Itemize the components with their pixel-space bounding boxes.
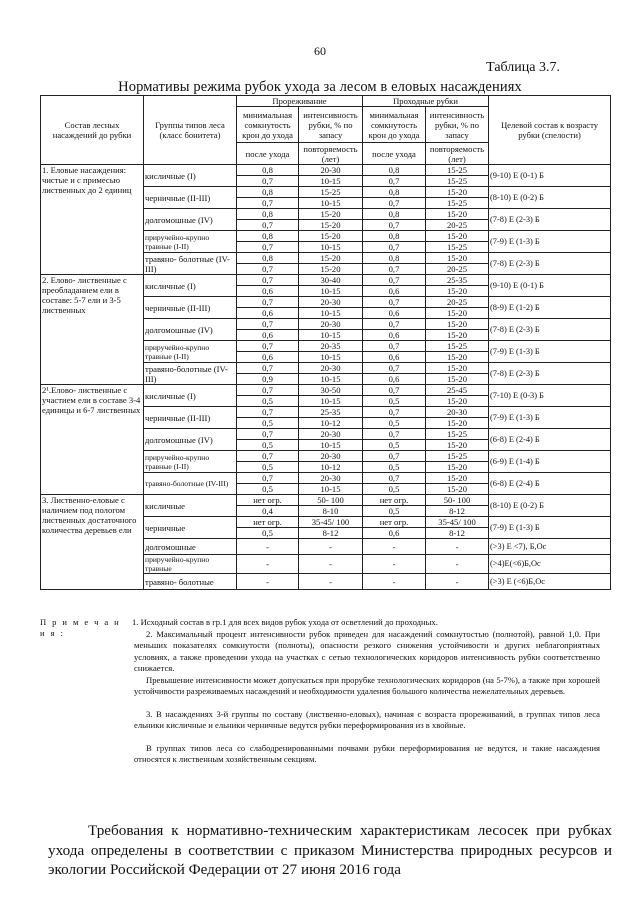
value-cell: 30-40 — [299, 275, 363, 286]
value-cell: 10-15 — [299, 308, 363, 319]
value-cell: 20-25 — [426, 297, 489, 308]
value-cell: 8-12 — [426, 528, 489, 539]
note-2: 2. Максимальный процент интенсивности рубок приведен для насаждений сомкнутостью (полнотой), равной 1,0. При меньших показателях сомкнутости (полноты), опасности резкого снижения устойчивости и других неблагоприятных условиях, а также проведении ухода на участках с сетью технологических коридоров интенсивность рубки соответственно снижается. — [134, 629, 600, 674]
target-composition: (7-9) Е (1-3) Б — [489, 341, 611, 363]
value-cell: 10-15 — [299, 198, 363, 209]
value-cell: 15-25 — [426, 198, 489, 209]
value-cell: 0,7 — [237, 264, 299, 275]
value-cell: 10-15 — [299, 242, 363, 253]
forest-type: черничные (II-III) — [144, 297, 237, 319]
value-cell: 0,5 — [237, 396, 299, 407]
value-cell: 0,5 — [363, 418, 426, 429]
forest-type: кисличные (I) — [144, 275, 237, 297]
value-cell: 0,7 — [237, 275, 299, 286]
value-cell: 0,7 — [363, 429, 426, 440]
value-cell: - — [426, 574, 489, 590]
value-cell: 15-25 — [426, 176, 489, 187]
value-cell: 25-35 — [426, 275, 489, 286]
forest-type: кисличные — [144, 495, 237, 517]
value-cell: 0,9 — [237, 374, 299, 385]
value-cell: 15-25 — [426, 165, 489, 176]
value-cell: 0,8 — [363, 231, 426, 242]
target-composition: (9-10) Е (0-1) Б — [489, 275, 611, 297]
forest-type: приручейно-крупно травные — [144, 555, 237, 574]
value-cell: 15-20 — [426, 253, 489, 264]
forest-type: приручейно-крупно травные (I-II) — [144, 451, 237, 473]
header-min-density: минимальная сомкнутость крон до ухода — [363, 107, 426, 143]
forest-type: долгомошные (IV) — [144, 319, 237, 341]
value-cell: 15-20 — [426, 396, 489, 407]
value-cell: 15-20 — [426, 440, 489, 451]
header-stand: Состав лесных насаждений до рубки — [41, 96, 144, 165]
value-cell: 30-50 — [299, 385, 363, 396]
table-row — [41, 165, 611, 176]
target-composition: (7-8) Е (2-3) Б — [489, 253, 611, 275]
value-cell: 20-25 — [426, 220, 489, 231]
value-cell: 10-15 — [299, 176, 363, 187]
forest-type: приручейно-крупно травные (I-II) — [144, 231, 237, 253]
value-cell: 15-20 — [299, 253, 363, 264]
value-cell: 10-15 — [299, 352, 363, 363]
value-cell: 0,7 — [363, 385, 426, 396]
value-cell: 15-25 — [299, 187, 363, 198]
header-min-density: минимальная сомкнутость крон до ухода — [237, 107, 299, 143]
header-after-care: после ухода — [237, 143, 299, 165]
table-row — [41, 495, 611, 506]
value-cell: - — [237, 539, 299, 555]
value-cell: 0,6 — [237, 286, 299, 297]
value-cell: нет огр. — [237, 495, 299, 506]
value-cell: 0,7 — [363, 473, 426, 484]
value-cell: 0,7 — [237, 319, 299, 330]
value-cell: 0,5 — [363, 462, 426, 473]
value-cell: 0,5 — [237, 440, 299, 451]
value-cell: 0,6 — [363, 374, 426, 385]
value-cell: 15-20 — [426, 209, 489, 220]
target-composition: (7-8) Е (2-3) Б — [489, 319, 611, 341]
table-title: Нормативы режима рубок ухода за лесом в еловых насаждениях — [118, 79, 522, 95]
note-3: 3. В насаждениях 3-й группы по составу (лиственно-еловых), начиная с возраста прореживаний, в группах типов леса ельники кисличные и ельники черничные ведутся рубки переформирования из в хвойные. — [134, 709, 600, 731]
table-label: Таблица 3.7. — [486, 60, 560, 75]
stand-group-name: 3. Лиственно-еловые с наличием под пологом лиственных достаточного количества деревьев ели — [41, 495, 144, 590]
forest-type: кисличные (I) — [144, 165, 237, 187]
target-composition: (6-8) Е (2-4) Б — [489, 473, 611, 495]
value-cell: 0,6 — [363, 308, 426, 319]
value-cell: 0,7 — [237, 242, 299, 253]
table-header — [41, 96, 611, 165]
value-cell: 0,7 — [363, 319, 426, 330]
value-cell: 0,7 — [363, 275, 426, 286]
value-cell: 0,8 — [363, 253, 426, 264]
forest-type: травяно-болотные (IV-III) — [144, 363, 237, 385]
target-composition: (>4)Е(<6)Б,Ос — [489, 555, 611, 574]
value-cell: нет огр. — [363, 517, 426, 528]
forest-type: черничные (II-III) — [144, 187, 237, 209]
value-cell: 0,5 — [363, 440, 426, 451]
value-cell: 0,6 — [237, 308, 299, 319]
header-passage: Проходные рубки — [363, 96, 489, 107]
value-cell: 10-15 — [299, 484, 363, 495]
value-cell: 0,7 — [237, 385, 299, 396]
value-cell: 0,6 — [363, 286, 426, 297]
value-cell: 0,7 — [237, 341, 299, 352]
target-composition: (>3) Е (<6)Б,Ос — [489, 574, 611, 590]
value-cell: - — [363, 555, 426, 574]
forest-type: кисличные (I) — [144, 385, 237, 407]
value-cell: 10-15 — [299, 286, 363, 297]
table-row — [41, 275, 611, 286]
value-cell: 15-20 — [426, 462, 489, 473]
stand-group-name: 1. Еловые насаждения: чистые и с примесью лиственных до 2 единиц — [41, 165, 144, 275]
target-composition: (6-9) Е (1-4) Б — [489, 451, 611, 473]
value-cell: 20-30 — [299, 165, 363, 176]
value-cell: 0,7 — [363, 407, 426, 418]
header-target: Целевой состав к возрасту рубки (спелости) — [489, 96, 611, 165]
value-cell: 15-20 — [299, 231, 363, 242]
value-cell: 15-20 — [426, 286, 489, 297]
header-repeat: повторяемость (лет) — [426, 143, 489, 165]
value-cell: 15-20 — [426, 231, 489, 242]
value-cell: 0,6 — [363, 352, 426, 363]
value-cell: 0,7 — [363, 220, 426, 231]
value-cell: 50- 100 — [299, 495, 363, 506]
value-cell: - — [426, 555, 489, 574]
value-cell: 20-30 — [299, 451, 363, 462]
forest-type: травяно- болотные — [144, 574, 237, 590]
forest-type: долгомошные (IV) — [144, 429, 237, 451]
value-cell: 15-25 — [426, 429, 489, 440]
value-cell: 20-30 — [299, 473, 363, 484]
value-cell: 15-25 — [426, 242, 489, 253]
note-1: 1. Исходный состав в гр.1 для всех видов рубок ухода от осветлений до проходных. — [132, 617, 438, 627]
value-cell: нет огр. — [363, 495, 426, 506]
value-cell: 15-20 — [426, 187, 489, 198]
value-cell: - — [299, 574, 363, 590]
target-composition: (8-10) Е (0-2) Б — [489, 187, 611, 209]
note-2b: Превышение интенсивности может допускаться при прорубке технологических коридоров (на 5-7%), а также при хорошей устойчивости разреживаемых насаждений и необходимости удаления большого количества нежелательных деревьев. — [134, 675, 600, 697]
header-group: Группы типов леса (класс бонитета) — [144, 96, 237, 165]
value-cell: 10-15 — [299, 396, 363, 407]
target-composition: (7-9) Е (1-3) Б — [489, 407, 611, 429]
value-cell: 15-20 — [426, 473, 489, 484]
value-cell: 20-30 — [299, 429, 363, 440]
value-cell: 20-30 — [299, 297, 363, 308]
value-cell: 0,6 — [363, 330, 426, 341]
table-body — [41, 165, 611, 590]
value-cell: 0,5 — [363, 396, 426, 407]
value-cell: 0,8 — [237, 187, 299, 198]
value-cell: - — [237, 555, 299, 574]
forest-type: долгомошные (IV) — [144, 209, 237, 231]
header-after-care: после ухода — [363, 143, 426, 165]
value-cell: 25-35 — [299, 407, 363, 418]
value-cell: 20-30 — [299, 319, 363, 330]
target-composition: (7-10) Е (0-3) Б — [489, 385, 611, 407]
value-cell: - — [299, 539, 363, 555]
value-cell: 0,7 — [363, 242, 426, 253]
value-cell: 0,8 — [363, 209, 426, 220]
target-composition: (6-8) Е (2-4) Б — [489, 429, 611, 451]
value-cell: 15-20 — [299, 264, 363, 275]
value-cell: 0,8 — [237, 231, 299, 242]
value-cell: 15-25 — [426, 451, 489, 462]
value-cell: - — [299, 555, 363, 574]
stand-group-name: 2¹.Елово- лиственные с участием ели в составе 3-4 единицы и 6-7 лиственных — [41, 385, 144, 495]
value-cell: 20-35 — [299, 341, 363, 352]
value-cell: 15-20 — [426, 319, 489, 330]
forest-type: черничные (II-III) — [144, 407, 237, 429]
value-cell: 0,8 — [237, 165, 299, 176]
norms-table — [40, 95, 611, 590]
value-cell: 0,7 — [237, 176, 299, 187]
page-number: 60 — [314, 44, 326, 58]
target-composition: (7-9) Е (1-3) Б — [489, 517, 611, 539]
value-cell: 0,7 — [363, 363, 426, 374]
value-cell: 25-45 — [426, 385, 489, 396]
value-cell: 15-20 — [426, 308, 489, 319]
value-cell: 15-20 — [426, 363, 489, 374]
value-cell: 15-20 — [426, 330, 489, 341]
value-cell: 15-20 — [299, 220, 363, 231]
value-cell: 8-12 — [299, 528, 363, 539]
value-cell: 0,7 — [237, 451, 299, 462]
value-cell: 0,7 — [237, 198, 299, 209]
value-cell: 20-30 — [299, 363, 363, 374]
value-cell: 0,5 — [237, 418, 299, 429]
value-cell: 35-45/ 100 — [299, 517, 363, 528]
value-cell: 0,7 — [237, 407, 299, 418]
value-cell: 10-15 — [299, 330, 363, 341]
value-cell: 0,7 — [237, 363, 299, 374]
value-cell: 0,7 — [363, 297, 426, 308]
forest-type: черничные — [144, 517, 237, 539]
target-composition: (8-10) Е (0-2) Б — [489, 495, 611, 517]
value-cell: 50- 100 — [426, 495, 489, 506]
header-thinning: Прореживание — [237, 96, 363, 107]
value-cell: 10-15 — [299, 374, 363, 385]
header-intensity: интенсивность рубки, % по запасу — [426, 107, 489, 143]
value-cell: 0,5 — [363, 484, 426, 495]
value-cell: 0,5 — [237, 462, 299, 473]
forest-type: травяно-болотные (IV-III) — [144, 473, 237, 495]
value-cell: - — [426, 539, 489, 555]
value-cell: 35-45/ 100 — [426, 517, 489, 528]
value-cell: 0,8 — [363, 165, 426, 176]
footer-paragraph: Требования к нормативно-техническим характеристикам лесосек при рубках ухода определены в соответствии с приказом Министерства природных ресурсов и экологии Российской Федерации от 27 июня 2016 года — [48, 822, 612, 878]
value-cell: 0,8 — [237, 209, 299, 220]
forest-type: травяно- болотные (IV-III) — [144, 253, 237, 275]
target-composition: (7-9) Е (1-3) Б — [489, 231, 611, 253]
value-cell: 0,7 — [363, 176, 426, 187]
value-cell: 0,6 — [237, 352, 299, 363]
value-cell: 0,7 — [363, 198, 426, 209]
value-cell: 15-20 — [426, 352, 489, 363]
value-cell: 10-12 — [299, 462, 363, 473]
value-cell: 15-20 — [426, 374, 489, 385]
value-cell: 0,8 — [237, 253, 299, 264]
value-cell: 0,5 — [237, 484, 299, 495]
header-intensity: интенсивность рубки, % по запасу — [299, 107, 363, 143]
value-cell: 0,7 — [363, 264, 426, 275]
value-cell: 8-12 — [426, 506, 489, 517]
value-cell: 10-15 — [299, 440, 363, 451]
target-composition: (>3) Е <7), Б,Ос — [489, 539, 611, 555]
value-cell: - — [363, 574, 426, 590]
value-cell: - — [237, 574, 299, 590]
value-cell: 0,5 — [363, 506, 426, 517]
forest-type: приручейно-крупно травные (I-II) — [144, 341, 237, 363]
target-composition: (9-10) Е (0-1) Б — [489, 165, 611, 187]
value-cell: 0,7 — [237, 429, 299, 440]
value-cell: 15-20 — [299, 209, 363, 220]
value-cell: нет огр. — [237, 517, 299, 528]
value-cell: 8-10 — [299, 506, 363, 517]
target-composition: (7-8) Е (2-3) Б — [489, 209, 611, 231]
value-cell: 15-20 — [426, 418, 489, 429]
header-repeat: повторяемость (лет) — [299, 143, 363, 165]
value-cell: 0,8 — [363, 187, 426, 198]
value-cell: 0,7 — [237, 220, 299, 231]
target-composition: (8-9) Е (1-2) Б — [489, 297, 611, 319]
value-cell: 10-12 — [299, 418, 363, 429]
target-composition: (7-8) Е (2-3) Б — [489, 363, 611, 385]
value-cell: 0,5 — [237, 528, 299, 539]
value-cell: 15-25 — [426, 341, 489, 352]
value-cell: 0,7 — [363, 341, 426, 352]
value-cell: 15-20 — [426, 484, 489, 495]
stand-group-name: 2. Елово- лиственные с преобладанием ели в составе: 5-7 ели и 3-5 лиственных — [41, 275, 144, 385]
forest-type: долгомошные — [144, 539, 237, 555]
table-row — [41, 385, 611, 396]
value-cell: 0,7 — [237, 297, 299, 308]
value-cell: 20-30 — [426, 407, 489, 418]
value-cell: 20-25 — [426, 264, 489, 275]
value-cell: - — [363, 539, 426, 555]
value-cell: 0,6 — [363, 528, 426, 539]
value-cell: 0,6 — [237, 330, 299, 341]
notes-label: П р и м е ч а н и я : — [40, 617, 121, 639]
value-cell: 0,4 — [237, 506, 299, 517]
value-cell: 0,7 — [363, 451, 426, 462]
value-cell: 0,7 — [237, 473, 299, 484]
note-3b: В группах типов леса со слабодренированными почвами рубки переформирования не ведутся, и такие насаждения относятся к лиственным хозяйственным секциям. — [134, 743, 600, 765]
